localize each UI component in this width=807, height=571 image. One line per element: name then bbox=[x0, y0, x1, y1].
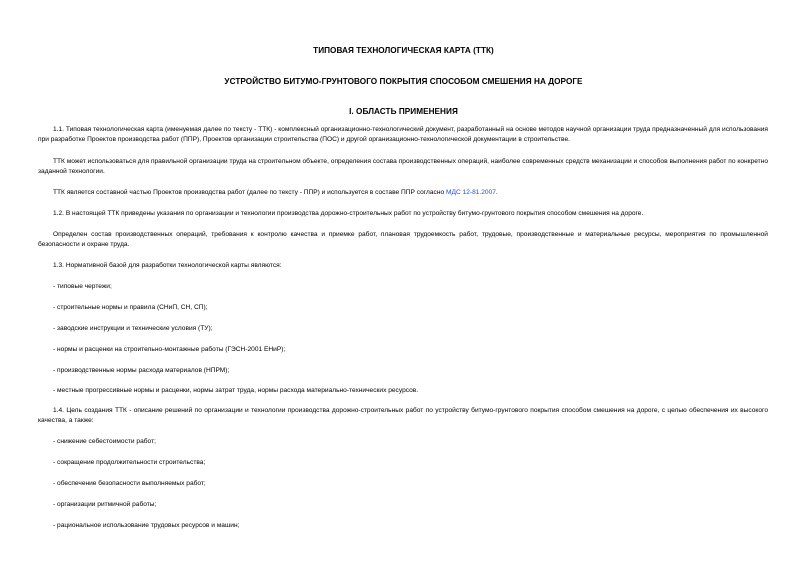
paragraph-1-4: 1.4. Цель создания ТТК - описание решений по организации и технологии производства дорожно-строительных работ по устройству битумо-грунтового покрытия способом смешения на дороге, с целью обеспечения их высокого качества, а также: bbox=[38, 407, 768, 424]
list-item: - обеспечение безопасности выполняемых работ; bbox=[53, 480, 206, 487]
paragraph-1-1: 1.1. Типовая технологическая карта (именуемая далее по тексту - ТТК) - комплексный организационно-технологический документ, разработанный на основе методов научной организации труда предназначенный для использования при разработке Проектов производства работ (ППР), Проектов организации строительства (ПОС) и другой организационно-технологической документации в строительстве. bbox=[38, 126, 768, 143]
list-item: - снижение себестоимости работ; bbox=[53, 438, 156, 445]
mds-link[interactable]: МДС 12-81.2007 bbox=[445, 189, 496, 196]
paragraph-ttk-part bbox=[38, 188, 768, 198]
document-title: ТИПОВАЯ ТЕХНОЛОГИЧЕСКАЯ КАРТА (ТТК) bbox=[313, 46, 494, 55]
paragraph-composition: Определен состав производственных операций, требования к контролю качества и приемке работ, плановая трудоемкость работ, трудовые, производственные и материальные ресурсы, мероприятия по промышленной безопасности и охране труда. bbox=[38, 231, 768, 248]
paragraph-ttk-part-end: . bbox=[495, 189, 498, 196]
list-item: - строительные нормы и правила (СНиП, СН, СП); bbox=[53, 304, 208, 311]
list-item: - производственные нормы расхода материалов (НПРМ); bbox=[53, 367, 230, 374]
list-item: - организации ритмичной работы; bbox=[53, 501, 157, 508]
paragraph-ttk-usage: ТТК может использоваться для правильной организации труда на строительном объекте, определения состава производственных операций, наиболее современных средств механизации и способов выполнения работ по конкретно заданной технологии. bbox=[38, 158, 768, 175]
paragraph-1-2: 1.2. В настоящей ТТК приведены указания по организации и технологии производства дорожно-строительных работ по устройству битумо-грунтового покрытия способом смешения на дороге. bbox=[53, 210, 644, 217]
list-item: - местные прогрессивные нормы и расценки, нормы затрат труда, нормы расхода материально-технических ресурсов. bbox=[53, 387, 419, 394]
section-heading: I. ОБЛАСТЬ ПРИМЕНЕНИЯ bbox=[349, 107, 458, 116]
list-item: - сокращение продолжительности строительства; bbox=[53, 459, 206, 466]
list-item: - нормы и расценки на строительно-монтажные работы (ГЭСН-2001 ЕНиР); bbox=[53, 346, 286, 353]
paragraph-1-3: 1.3. Нормативной базой для разработки технологической карты являются: bbox=[53, 262, 282, 269]
document-subtitle: УСТРОЙСТВО БИТУМО-ГРУНТОВОГО ПОКРЫТИЯ СПОСОБОМ СМЕШЕНИЯ НА ДОРОГЕ bbox=[224, 77, 583, 86]
list-item: - рациональное использование трудовых ресурсов и машин; bbox=[53, 522, 240, 529]
list-item: - типовые чертежи; bbox=[53, 283, 112, 290]
paragraph-ttk-part-text: ТТК является составной частью Проектов производства работ (далее по тексту - ППР) и используется в составе ППР согласно bbox=[53, 189, 446, 196]
list-item: - заводские инструкции и технические условия (ТУ); bbox=[53, 325, 213, 332]
